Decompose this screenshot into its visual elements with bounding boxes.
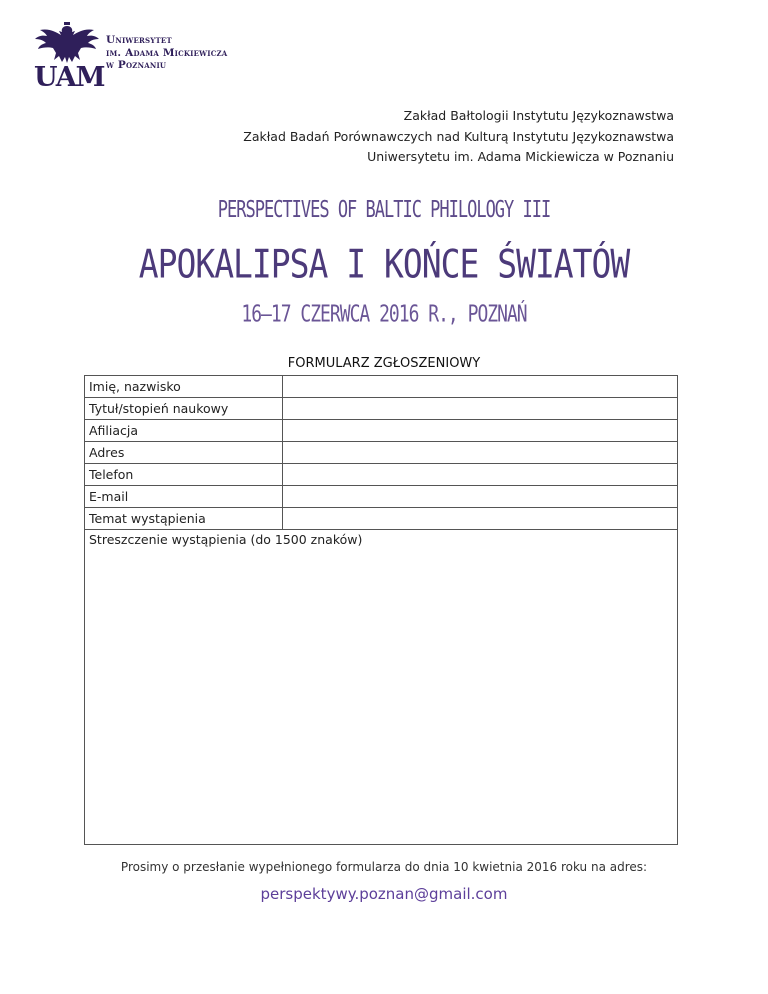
organizer-line: Zakład Bałtologii Instytutu Językoznawstwa [403, 108, 674, 123]
organizer-line: Uniwersytetu im. Adama Mickiewicza w Poznaniu [367, 149, 674, 164]
field-label: E-mail [85, 486, 283, 508]
contact-email-link[interactable]: perspektywy.poznan@gmail.com [260, 885, 508, 903]
university-logo [30, 22, 260, 92]
conference-date-place: 16–17 CZERWCA 2016 R., POZNAŃ [241, 300, 527, 329]
form-row-name [85, 376, 678, 398]
field-label: Imię, nazwisko [85, 376, 283, 398]
university-name-line: Uniwersytet [106, 34, 172, 46]
name-field[interactable] [282, 376, 677, 398]
eagle-emblem-icon [32, 22, 102, 64]
abstract-field[interactable] [85, 530, 678, 845]
address-field[interactable] [282, 442, 677, 464]
email-field[interactable] [282, 486, 677, 508]
submission-note: Prosimy o przesłanie wypełnionego formularza do dnia 10 kwietnia 2016 roku na adres: [120, 860, 648, 874]
academic-title-field[interactable] [282, 398, 677, 420]
form-title: FORMULARZ ZGŁOSZENIOWY [287, 356, 481, 371]
form-row-topic [85, 508, 678, 530]
organizers-block [243, 106, 674, 168]
university-name [106, 34, 227, 72]
field-label: Afiliacja [85, 420, 283, 442]
phone-field[interactable] [282, 464, 677, 486]
organizer-line: Zakład Badań Porównawczych nad Kulturą Instytutu Językoznawstwa [243, 128, 674, 144]
abstract-label: Streszczenie wystąpienia (do 1500 znaków) [89, 532, 363, 547]
conference-series: PERSPECTIVES OF BALTIC PHILOLOGY III [217, 196, 551, 224]
form-row-affiliation [85, 420, 678, 442]
form-row-address [85, 442, 678, 464]
university-name-line: im. Adama Mickiewicza [106, 46, 228, 59]
field-label: Temat wystąpienia [85, 508, 283, 530]
registration-form-table [84, 375, 678, 845]
field-label: Tytuł/stopień naukowy [85, 398, 283, 420]
form-row-title [85, 398, 678, 420]
field-label: Telefon [85, 464, 283, 486]
university-name-line: w Poznaniu [106, 59, 167, 71]
form-row-abstract [85, 530, 678, 845]
conference-title: APOKALIPSA I KOŃCE ŚWIATÓW [138, 240, 630, 287]
form-row-email [85, 486, 678, 508]
form-row-phone [85, 464, 678, 486]
field-label: Adres [85, 442, 283, 464]
affiliation-field[interactable] [282, 420, 677, 442]
topic-field[interactable] [282, 508, 677, 530]
logo-monogram: UAM [34, 62, 105, 93]
